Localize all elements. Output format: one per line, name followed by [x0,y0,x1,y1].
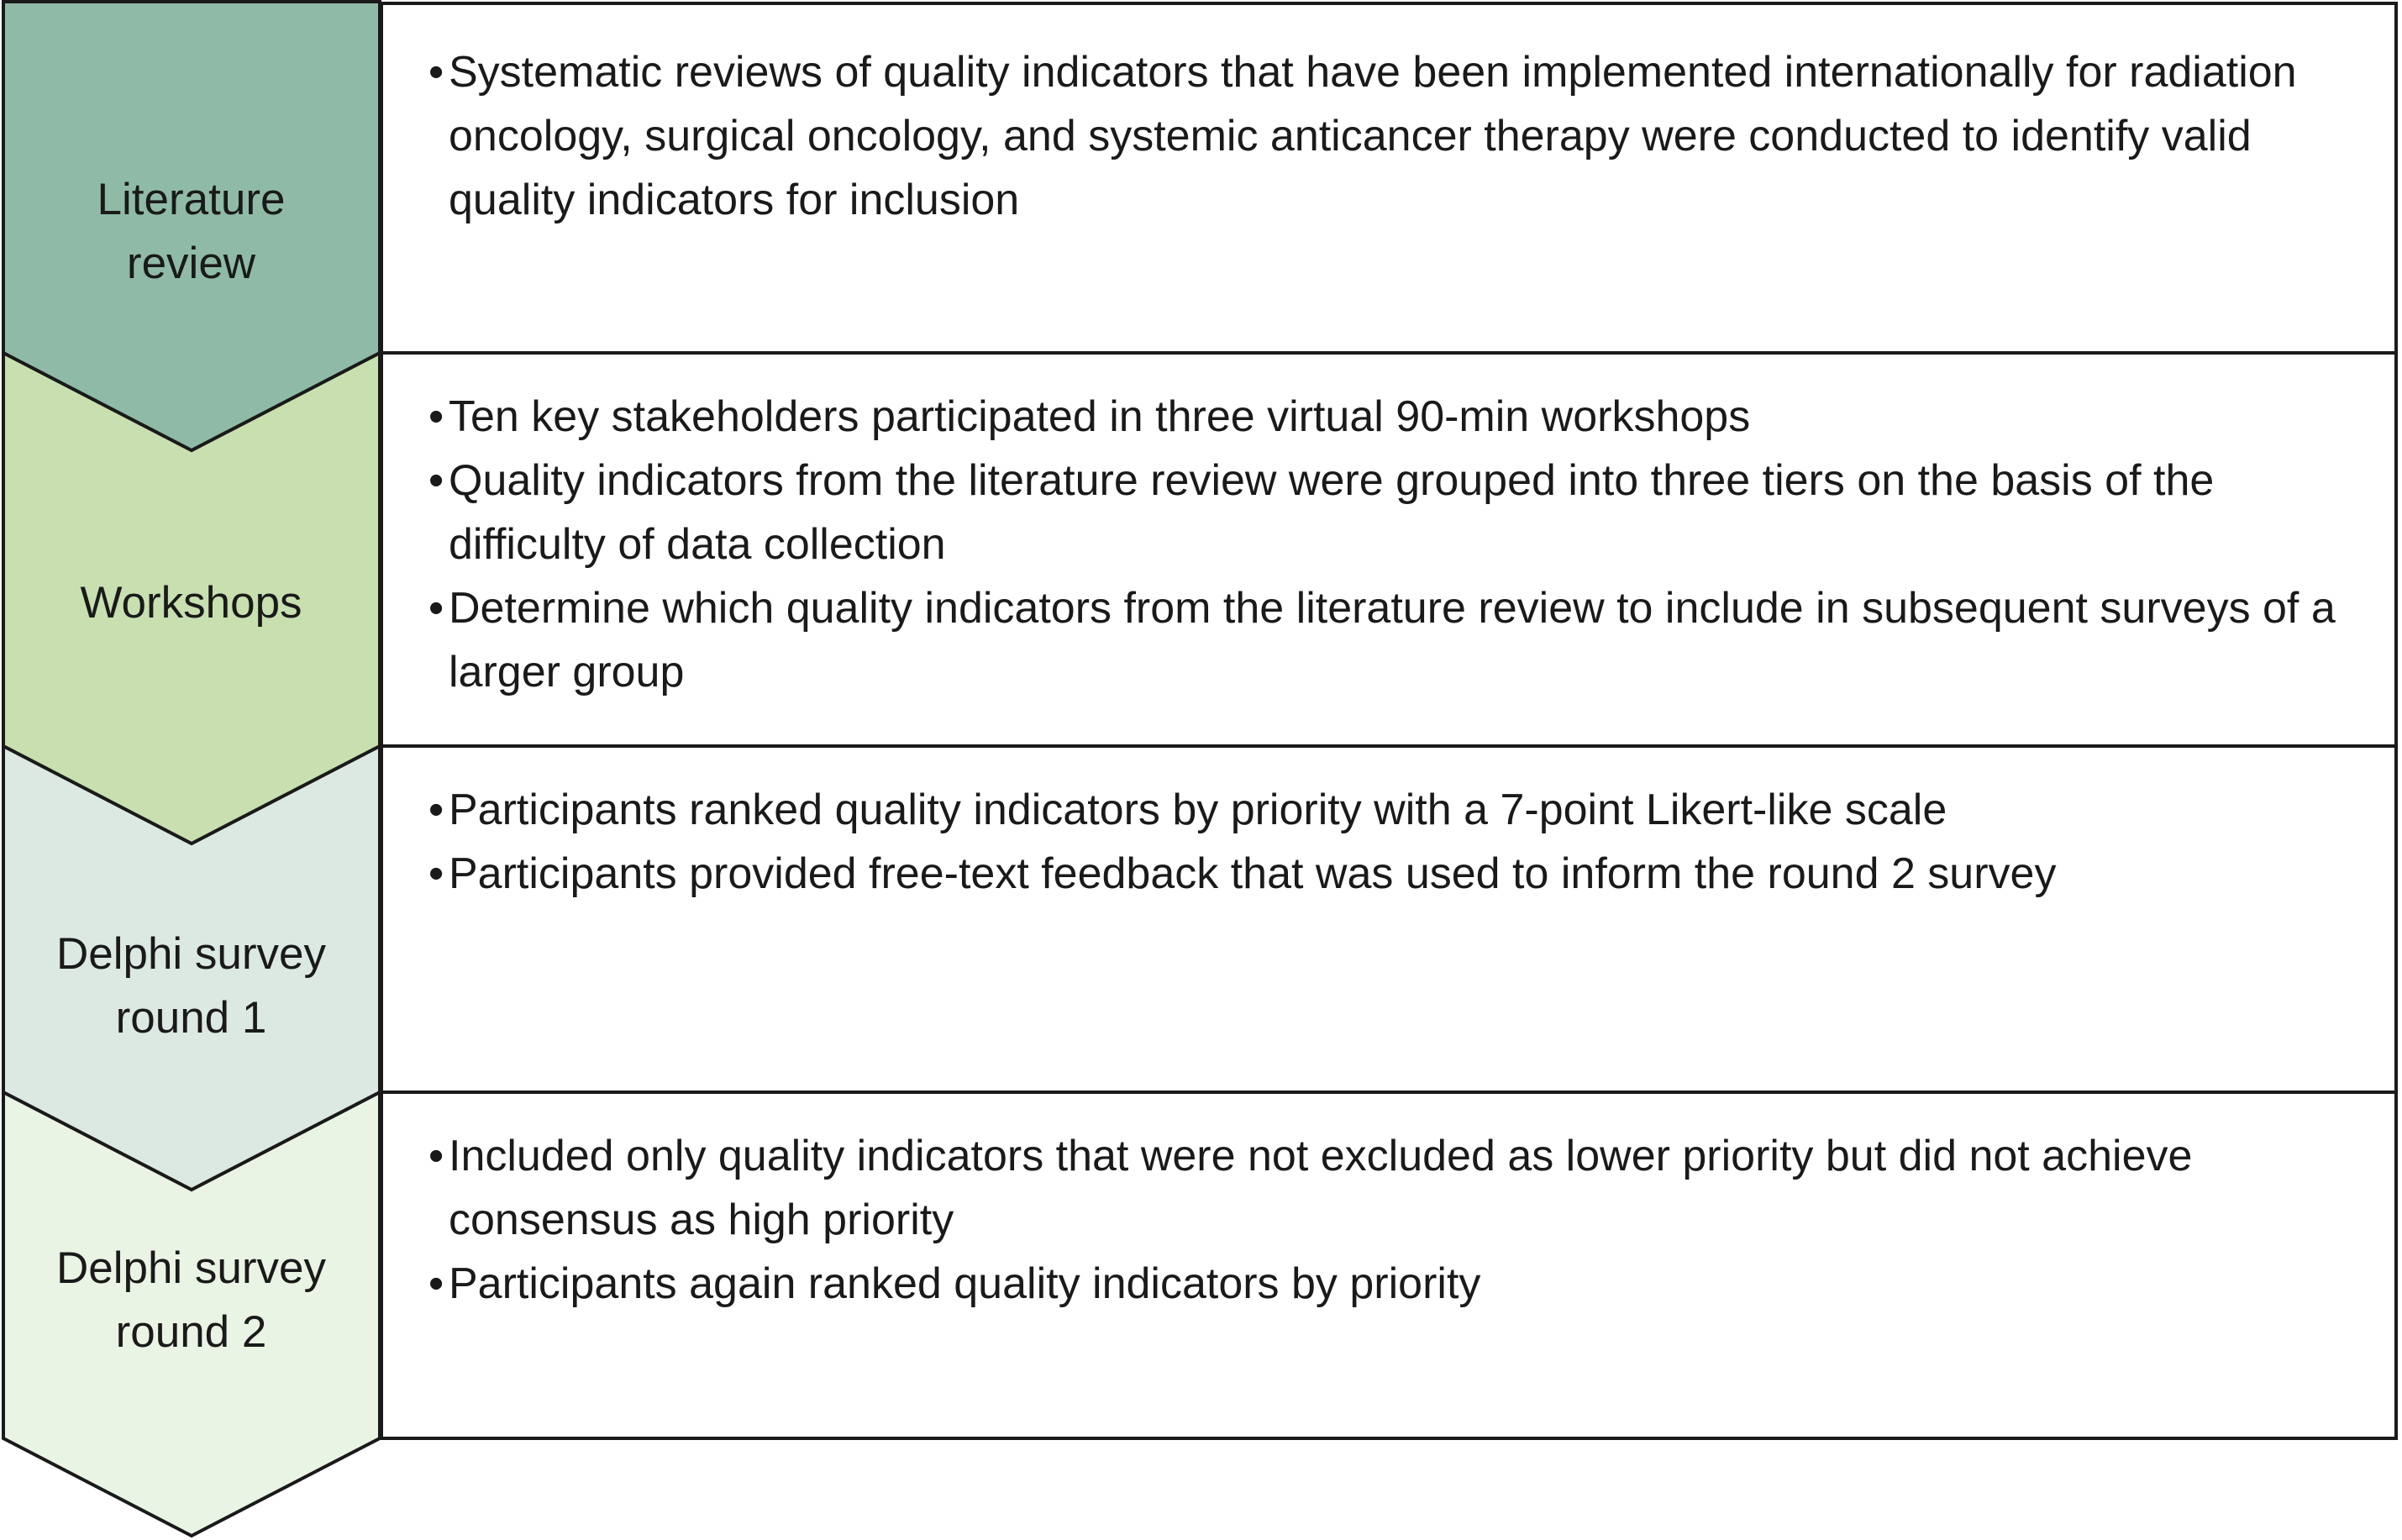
list-item: • Participants provided free-text feedback that was used to inform the round 2 survey [428,849,2057,898]
stage-label-delphi-round-1: Delphi survey round 1 [55,929,327,1043]
list-item: • Determine which quality indicators from the literature review to include in subsequent surveys of a larger group [428,584,2336,696]
stage-4-list [428,1124,2361,1316]
stage-4-panel [380,1091,2398,1440]
stage-3-list [428,778,2361,906]
list-item: • Participants again ranked quality indicators by priority [428,1259,1481,1308]
list-item: • Included only quality indicators that were not excluded as lower priority but did not achieve consensus as high priority [428,1132,2193,1244]
list-item: • Ten key stakeholders participated in three virtual 90-min workshops [428,392,1751,441]
stage-2-panel [380,351,2398,748]
stage-label-delphi-round-2: Delphi survey round 2 [55,1243,327,1357]
stage-label-workshops: Workshops [80,578,302,628]
stage-1-list [428,40,2361,232]
stage-3-panel [380,744,2398,1094]
stage-2-list [428,385,2361,704]
stage-1-panel [380,2,2398,355]
list-item: • Systematic reviews of quality indicators that have been implemented internationally for radiation oncology, surgical oncology, and systemic anticancer therapy were conducted to identify valid quality indicators for inclusion [428,48,2297,224]
list-item: • Quality indicators from the literature review were grouped into three tiers on the basis of the difficulty of data collection [428,456,2215,569]
stage-label-literature-review: Literature review [97,175,286,288]
list-item: • Participants ranked quality indicators by priority with a 7-point Likert-like scale [428,786,1947,834]
